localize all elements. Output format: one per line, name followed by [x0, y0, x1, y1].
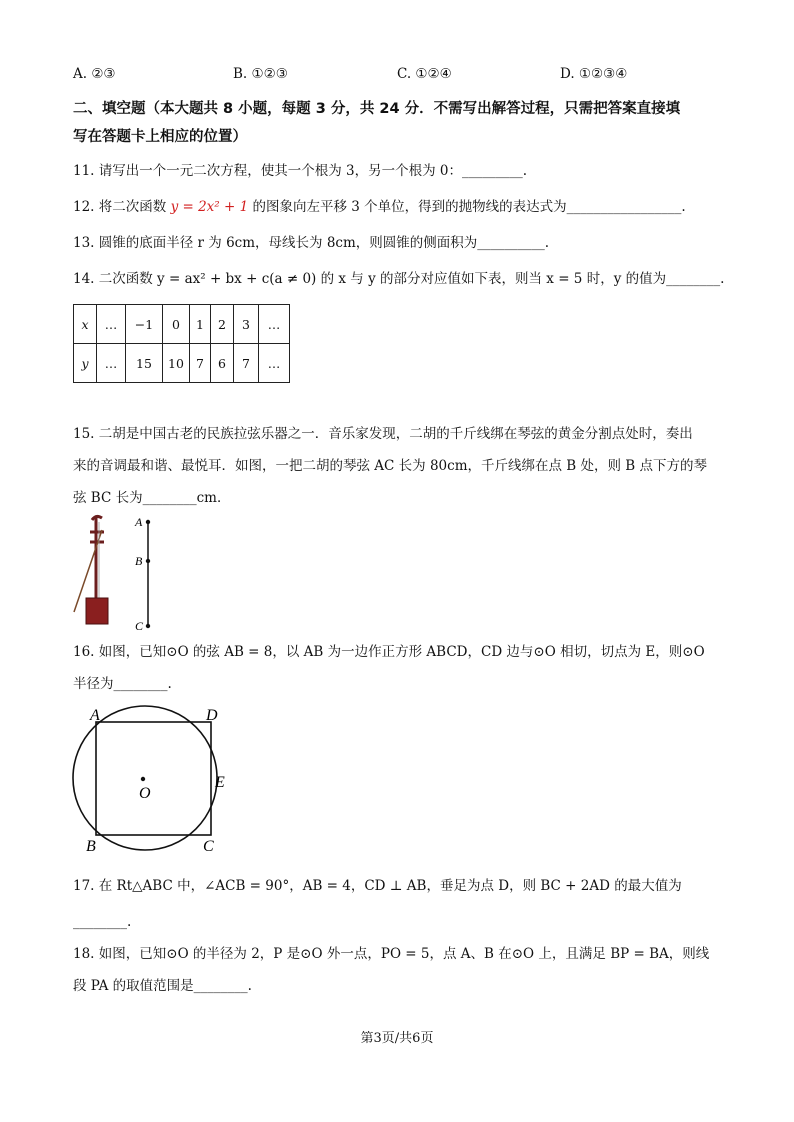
page-footer: 第3页/共6页 [360, 1031, 434, 1046]
label-a: A [90, 707, 100, 724]
option-d: D. ①②③④ [560, 66, 628, 82]
table-cell: … [97, 305, 126, 344]
question-18-line1: 18. 如图，已知⊙O 的半径为 2，P 是⊙O 外一点，PO = 5，点 A、B 在⊙O 上，且满足 BP = BA，则线 [73, 946, 710, 962]
question-12-pre: 12. 将二次函数 [73, 199, 171, 215]
label-o: O [139, 785, 151, 802]
section-heading-line1: 二、填空题（本大题共 8 小题，每题 3 分，共 24 分．不需写出解答过程，只需把答案直接填 [73, 101, 681, 117]
value-table [73, 304, 290, 383]
table-cell: −1 [126, 305, 163, 344]
table-cell: 2 [211, 305, 234, 344]
center-point-o [141, 777, 145, 781]
table-cell: 0 [163, 305, 190, 344]
question-15-line3: 弦 BC 长为________cm． [73, 490, 231, 506]
question-15-line1: 15. 二胡是中国古老的民族拉弦乐器之一．音乐家发现，二胡的千斤线绑在琴弦的黄金分割点处时，奏出 [73, 426, 693, 442]
question-15-line2: 来的音调最和谐、最悦耳．如图，一把二胡的琴弦 AC 长为 80cm，千斤线绑在点 B 处，则 B 点下方的琴 [73, 458, 707, 474]
point-c [146, 624, 150, 628]
table-cell: x [74, 305, 97, 344]
label-d: D [206, 707, 218, 724]
table-cell: 1 [190, 305, 211, 344]
question-16-line2: 半径为________. [73, 676, 172, 692]
question-17-line1: 17. 在 Rt△ABC 中，∠ACB = 90°，AB = 4，CD ⊥ AB，垂足为点 D，则 BC + 2AD 的最大值为 [73, 878, 682, 894]
question-13: 13. 圆锥的底面半径 r 为 6cm，母线长为 8cm，则圆锥的侧面积为__________. [73, 235, 550, 251]
erhu-resonator [86, 598, 108, 624]
label-a: A [135, 515, 143, 529]
square-abcd [96, 722, 211, 835]
label-c: C [135, 619, 144, 633]
question-12-post: 的图象向左平移 3 个单位，得到的抛物线的表达式为_________________. [248, 199, 686, 215]
circle-o [73, 706, 217, 850]
label-b: B [135, 554, 143, 568]
question-11: 11. 请写出一个一元二次方程，使其一个根为 3，另一个根为 0：_________. [73, 163, 528, 179]
table-cell: … [259, 344, 290, 383]
question-17-line2: ________. [73, 914, 132, 930]
table-row-x [74, 305, 290, 344]
question-18-line2: 段 PA 的取值范围是________. [73, 978, 252, 994]
question-14: 14. 二次函数 y = ax² + bx + c(a ≠ 0) 的 x 与 y 的部分对应值如下表，则当 x = 5 时，y 的值为________. [73, 271, 725, 287]
option-c: C. ①②④ [397, 66, 452, 82]
label-b: B [86, 838, 96, 855]
table-cell: 10 [163, 344, 190, 383]
table-cell: 7 [190, 344, 211, 383]
table-cell: … [97, 344, 126, 383]
circle-square-figure [66, 700, 246, 860]
table-cell: 6 [211, 344, 234, 383]
table-row-y [74, 344, 290, 383]
table-cell: 7 [234, 344, 259, 383]
table-cell: … [259, 305, 290, 344]
question-12-formula: y = 2x² + 1 [170, 199, 249, 215]
label-c: C [203, 838, 214, 855]
table-cell: 15 [126, 344, 163, 383]
point-a [146, 520, 150, 524]
section-heading-line2: 写在答题卡上相应的位置） [73, 129, 247, 145]
table-cell: y [74, 344, 97, 383]
question-12 [73, 197, 686, 217]
option-b: B. ①②③ [233, 66, 288, 82]
question-16-line1: 16. 如图，已知⊙O 的弦 AB = 8，以 AB 为一边作正方形 ABCD，CD 边与⊙O 相切，切点为 E，则⊙O [73, 644, 705, 660]
label-e: E [215, 774, 225, 791]
point-b [146, 559, 150, 563]
erhu-figure [66, 512, 166, 634]
table-cell: 3 [234, 305, 259, 344]
option-a: A. ②③ [73, 66, 116, 82]
